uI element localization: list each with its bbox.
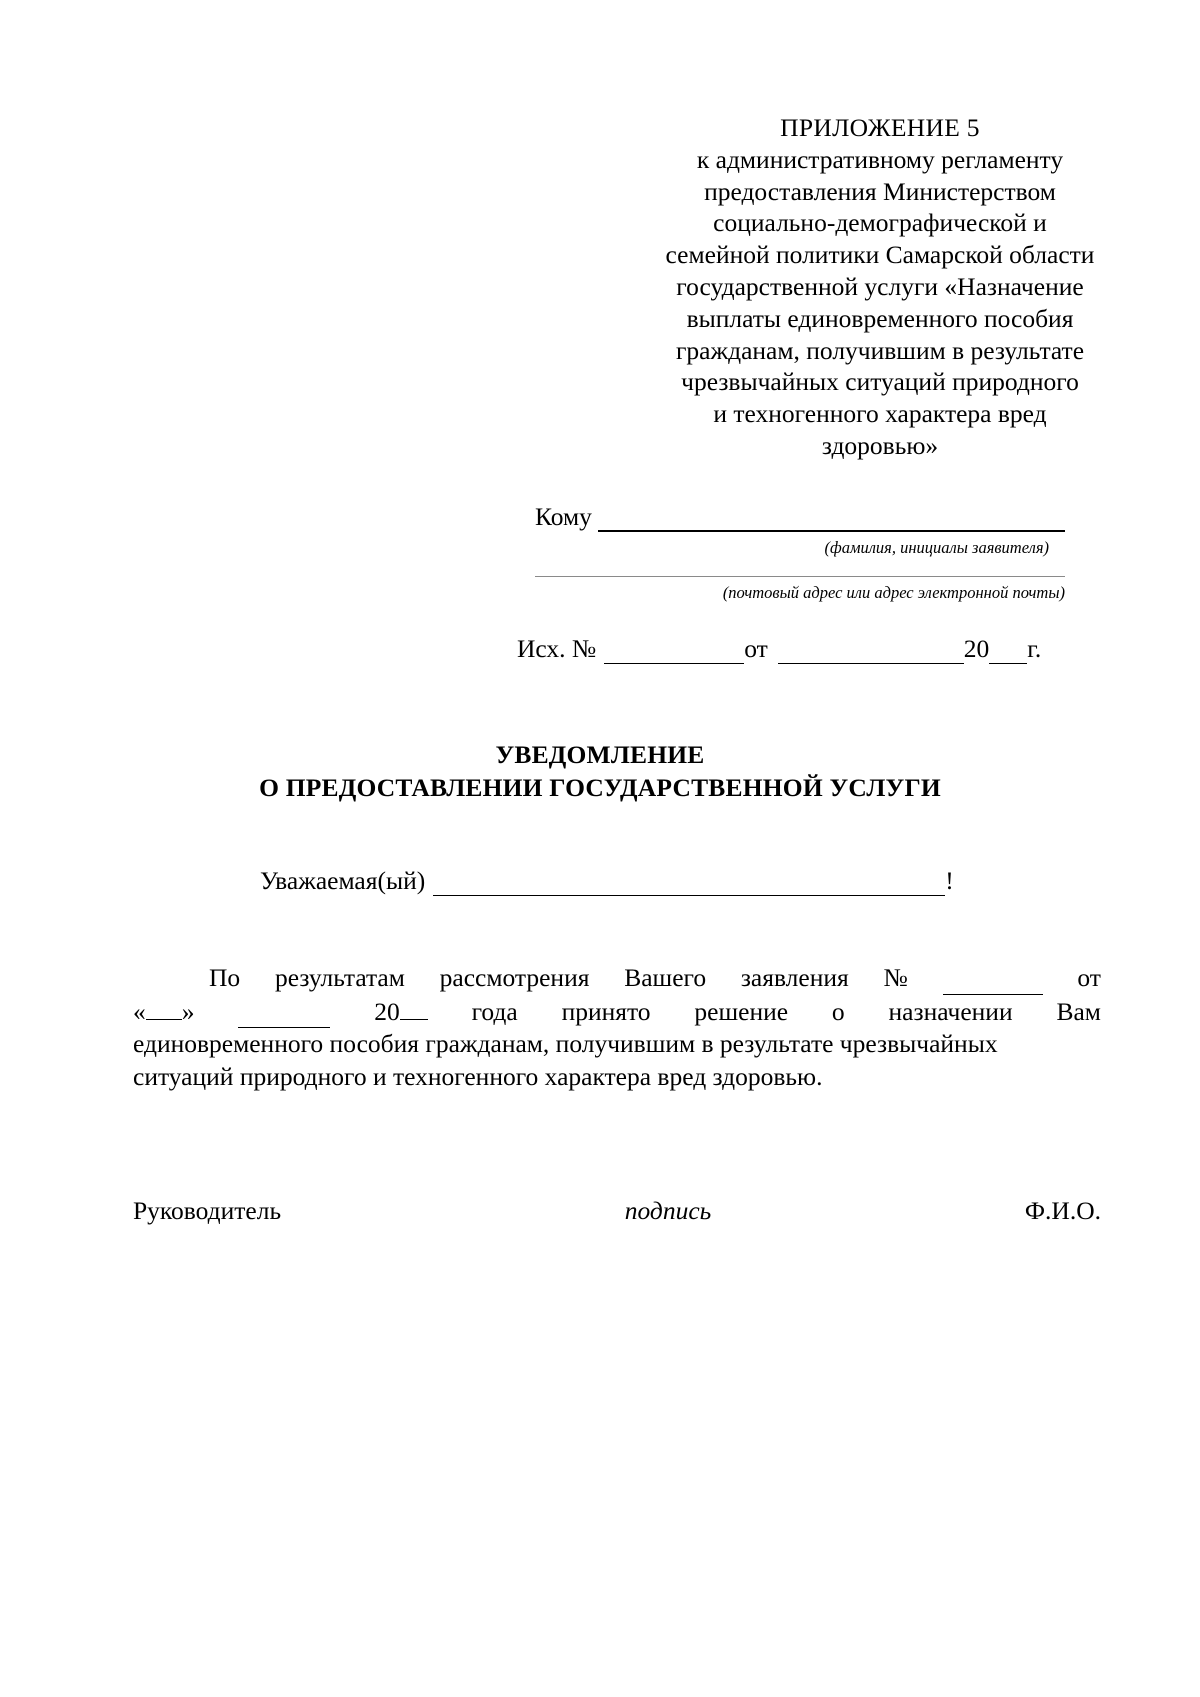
application-month-field[interactable] [238, 1003, 330, 1028]
recipient-name-field[interactable] [433, 871, 945, 896]
body-word: Вашего [624, 963, 707, 992]
to-row [535, 498, 1065, 532]
appendix-line: семейной политики Самарской области [665, 240, 1095, 270]
year-prefix: 20 [374, 996, 400, 1026]
appendix-line: выплаты единовременного пособия [686, 303, 1074, 333]
application-day [133, 995, 195, 1029]
appendix-line: предоставления Министерством [704, 176, 1056, 206]
body-line-3: единовременного пособия гражданам, получившим в результате чрезвычайных [133, 1029, 998, 1058]
body-paragraph [133, 962, 1101, 1093]
body-word: решение [694, 996, 789, 1026]
body-word: от [1077, 963, 1101, 992]
applicant-name-field[interactable] [598, 504, 1065, 532]
outgoing-date-field[interactable] [778, 639, 964, 664]
appendix-line: социально-демографической и [713, 208, 1047, 238]
signature-row [133, 1196, 1101, 1226]
body-word: По [209, 963, 241, 992]
body-word: результатам [274, 963, 405, 992]
appendix-line: гражданам, получившим в результате [675, 335, 1085, 365]
body-word: года [471, 996, 518, 1026]
body-word: назначении [888, 996, 1013, 1026]
application-year-field[interactable] [400, 995, 428, 1020]
document-heading [0, 738, 1200, 804]
outgoing-number-row [517, 634, 1065, 664]
body-word: рассмотрения [439, 963, 590, 992]
applicant-name-caption: (фамилия, инициалы заявителя) [824, 538, 1049, 557]
address-caption: (почтовый адрес или адрес электронной почты) [722, 583, 1065, 602]
appendix-line: государственной услуги «Назначение [676, 271, 1084, 301]
address-field[interactable] [535, 576, 1065, 577]
to-label: Кому [535, 502, 592, 531]
application-number-field[interactable] [943, 970, 1043, 995]
body-line-4: ситуаций природного и техногенного характера вред здоровью. [133, 1061, 823, 1091]
greeting-exclamation: ! [945, 866, 954, 895]
body-word: заявления [740, 963, 849, 992]
appendix-block [620, 112, 1140, 462]
body-word: о [831, 996, 845, 1026]
body-line-2 [133, 995, 1101, 1029]
outgoing-year-field[interactable] [989, 639, 1027, 664]
heading-line-2: О ПРЕДОСТАВЛЕНИИ ГОСУДАРСТВЕННОЙ УСЛУГИ [259, 773, 941, 802]
body-word: № [883, 963, 908, 992]
heading-line-1: УВЕДОМЛЕНИЕ [495, 740, 705, 769]
signer-position: Руководитель [133, 1196, 282, 1225]
signature-placeholder: подпись [624, 1196, 712, 1225]
appendix-line: здоровью» [821, 430, 939, 460]
close-quote: » [181, 996, 195, 1026]
outgoing-year-suffix: г. [1027, 634, 1042, 663]
body-word: Вам [1056, 996, 1101, 1026]
body-word: принято [561, 996, 651, 1026]
greeting-row [260, 866, 980, 896]
appendix-line: и техногенного характера вред [713, 399, 1047, 429]
outgoing-number-field[interactable] [604, 639, 744, 664]
outgoing-number-label: Исх. № [517, 634, 597, 663]
application-year [374, 995, 428, 1029]
body-line-1 [133, 962, 1101, 995]
addressee-block [535, 498, 1065, 603]
appendix-title: ПРИЛОЖЕНИЕ 5 [780, 113, 980, 142]
open-quote: « [133, 996, 146, 1026]
greeting-label: Уважаемая(ый) [260, 866, 426, 895]
application-day-field[interactable] [146, 995, 182, 1020]
outgoing-year-prefix: 20 [963, 634, 990, 663]
outgoing-from-label: от [744, 634, 768, 663]
signer-name: Ф.И.О. [1024, 1196, 1101, 1225]
appendix-line: чрезвычайных ситуаций природного [681, 367, 1079, 397]
appendix-line: к административному регламенту [696, 144, 1064, 174]
